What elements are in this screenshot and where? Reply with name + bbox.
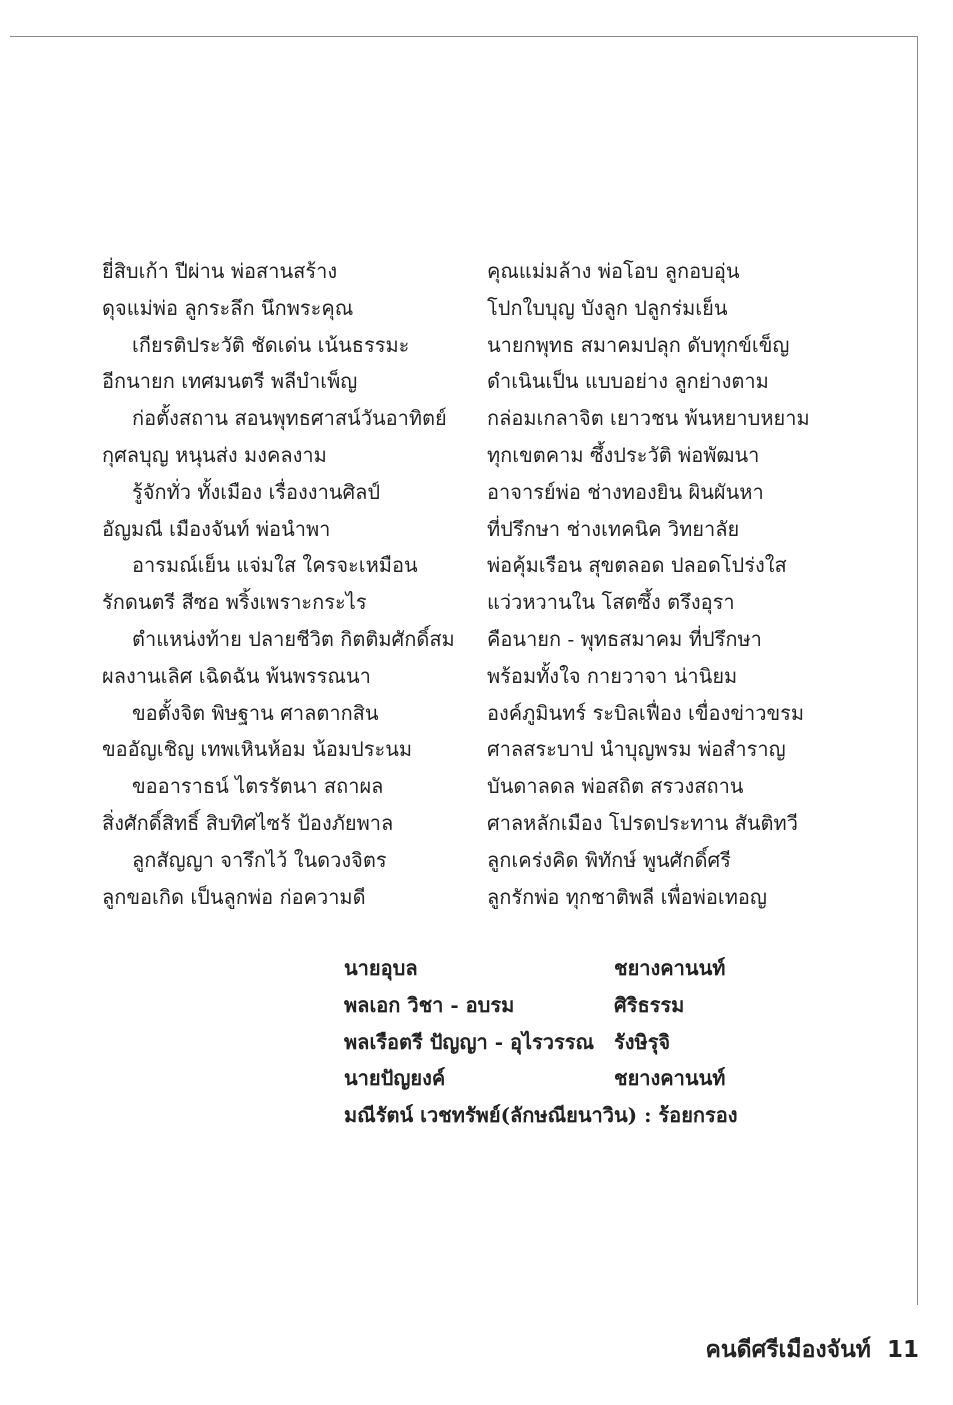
poem-line: กุศลบุญ หนุนส่ง มงคลงาม (102, 442, 327, 467)
poem-line: แว่วหวานใน โสตซึ้ง ตรึงอุรา (487, 590, 735, 615)
poem-line: ผลงานเลิศ เฉิดฉัน พ้นพรรณนา (102, 663, 371, 688)
author-given-name: พลเรือตรี ปัญญา - อุไรวรรณ (344, 1029, 595, 1054)
book-title: คนดีศรีเมืองจันท์ (705, 1337, 871, 1363)
poem-line: คือนายก - พุทธสมาคม ที่ปรึกษา (487, 626, 762, 651)
author-family-name: ศิริธรรม (614, 992, 685, 1017)
poem-line: ดุจแม่พ่อ ลูกระลึก นึกพระคุณ (102, 295, 354, 320)
author-row (344, 950, 738, 987)
poem-line: นายกพุทธ สมาคมปลุก ดับทุกข์เข็ญ (487, 332, 790, 357)
poem-line: ศาลหลักเมือง โปรดประทาน สันติทวี (487, 810, 798, 835)
author-given-name: พลเอก วิชา - อบรม (344, 992, 515, 1017)
poem-line: อาจารย์พ่อ ช่างทองยิน ผินผันหา (487, 479, 764, 504)
poem-line: สิ่งศักดิ์สิทธิ์ สิบทิศไซร้ ป้องภัยพาล (102, 810, 394, 835)
poem-line: ยี่สิบเก้า ปีผ่าน พ่อสานสร้าง (102, 259, 338, 283)
poem-line: องค์ภูมินทร์ ระบิลเฟื่อง เขื่องข่าวขรม (487, 700, 805, 725)
poem-line: รู้จักทั่ว ทั้งเมือง เรื่องงานศิลป์ (132, 479, 381, 504)
poem-composer-credit: มณีรัตน์ เวชทรัพย์(ลักษณียนาวิน) : ร้อยกรอง (344, 1103, 738, 1128)
author-row (344, 1060, 738, 1097)
poem-line: ศาลสระบาป นำบุญพรม พ่อสำราญ (487, 737, 786, 762)
poem-line: ลูกรักพ่อ ทุกชาติพลี เพื่อพ่อเทอญ (487, 884, 767, 909)
poem-line: กล่อมเกลาจิต เยาวชน พ้นหยาบหยาม (487, 406, 810, 431)
author-row (344, 987, 738, 1024)
poem-line: ทุกเขตคาม ซึ้งประวัติ พ่อพัฒนา (487, 442, 760, 467)
author-family-name: รังษิรุจิ (614, 1029, 671, 1054)
poem-line: เกียรติประวัติ ชัดเด่น เน้นธรรมะ (132, 332, 410, 357)
poem-line: พร้อมทั้งใจ กายวาจา น่านิยม (487, 663, 738, 688)
poem-right-column (487, 253, 907, 915)
poem-line: ก่อตั้งสถาน สอนพุทธศาสน์วันอาทิตย์ (132, 406, 447, 431)
poem-line: ที่ปรึกษา ช่างเทคนิค วิทยาลัย (487, 516, 740, 541)
poem-line: คุณแม่มล้าง พ่อโอบ ลูกอบอุ่น (487, 259, 740, 283)
poem-line: ขอตั้งจิต พิษฐาน ศาลตากสิน (132, 700, 379, 725)
author-given-name: นายปัญยงค์ (344, 1066, 446, 1091)
author-family-name: ชยางคานนท์ (614, 1066, 726, 1091)
page-number: 11 (886, 1337, 919, 1363)
poem-line: รักดนตรี สีซอ พริ้งเพราะกระไร (102, 590, 367, 615)
poem-line: ลูกขอเกิด เป็นลูกพ่อ ก่อความดี (102, 884, 366, 909)
poem-line: ลูกสัญญา จารึกไว้ ในดวงจิตร (132, 847, 387, 872)
poem-line: อัญมณี เมืองจันท์ พ่อนำพา (102, 516, 331, 541)
poem-line: ขออาราธน์ ไตรรัตนา สถาผล (132, 774, 384, 799)
poem-line: อารมณ์เย็น แจ่มใส ใครจะเหมือน (132, 553, 418, 578)
poem-line: บันดาลดล พ่อสถิต สรวงสถาน (487, 774, 744, 799)
poem-left-column (102, 253, 502, 915)
poem-line: ตำแหน่งท้าย ปลายชีวิต กิตติมศักดิ์สม (132, 626, 455, 651)
author-given-name: นายอุบล (344, 956, 418, 980)
author-family-name: ชยางคานนท์ (614, 956, 726, 980)
poem-line: ดำเนินเป็น แบบอย่าง ลูกย่างตาม (487, 369, 769, 394)
author-credits (344, 950, 738, 1134)
author-row (344, 1024, 738, 1061)
poem-line: โปกใบบุญ บังลูก ปลูกร่มเย็น (487, 295, 728, 320)
page-footer (706, 1332, 919, 1368)
poem-line: พ่อคุ้มเรือน สุขตลอด ปลอดโปร่งใส (487, 553, 787, 578)
poem-line: ขออัญเชิญ เทพเหินห้อม น้อมประนม (102, 737, 413, 762)
author-row (344, 1097, 738, 1134)
poem-line: อีกนายก เทศมนตรี พลีบำเพ็ญ (102, 369, 358, 394)
poem-line: ลูกเคร่งคิด พิทักษ์ พูนศักดิ์ศรี (487, 847, 731, 872)
